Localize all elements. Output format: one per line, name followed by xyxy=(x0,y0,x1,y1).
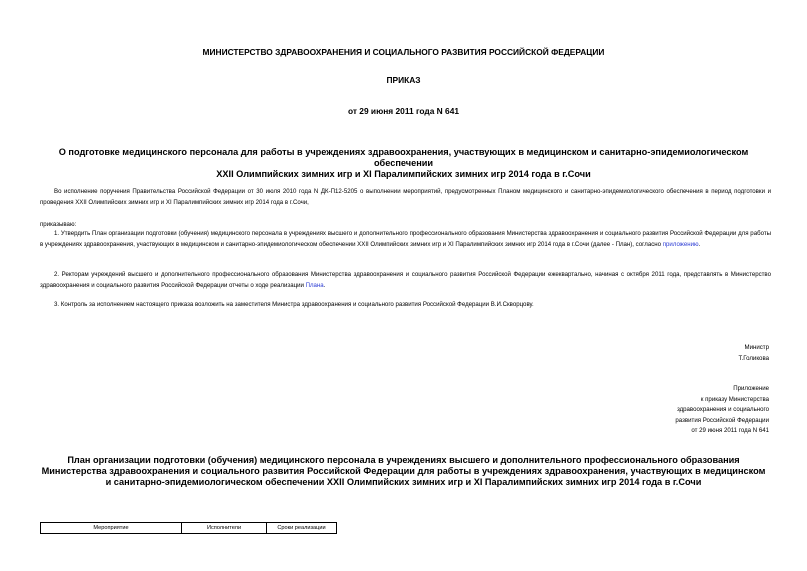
order-item-1-text: 1. Утвердить План организации подготовки (обучения) медицинского персонала в учреждениях высшего и дополнительного профессионального образования Министерства здравоохранения и социального развития Российской Федерации для работы в учреждениях здравоохранения, участвующих в медицинском и санитарно-эпидемиологическом обеспечении XXII Олимпийских зимних игр и XI Паралимпийских зимних игр 2014 года в г.Сочи (далее - План), согласно xyxy=(40,230,771,248)
appendix-line: к приказу Министерства xyxy=(700,395,769,403)
document-title-line-2: XXII Олимпийских зимних игр и XI Паралимпийских зимних игр 2014 года в г.Сочи xyxy=(216,169,591,179)
document-date-number: от 29 июня 2011 года N 641 xyxy=(347,106,460,116)
appendix-block xyxy=(600,384,769,437)
appendix-line: Приложение xyxy=(733,385,769,392)
order-word: приказываю: xyxy=(40,221,77,228)
signature-name: Т.Голикова xyxy=(738,354,769,362)
preamble-paragraph: Во исполнение поручения Правительства Российской Федерации от 30 июля 2010 года N ДК-П12-5205 о выполнении мероприятий, предусмотренных Планом медицинского и санитарно-эпидемиологического обеспечения в период подготовки и проведения XXII Олимпийских зимних игр и XI Паралимпийских зимних игр 2014 года в г.Сочи, xyxy=(40,188,771,206)
column-header-activity: Мероприятие xyxy=(41,523,182,534)
order-item-1: 1. Утвердить План организации подготовки (обучения) медицинского персонала в учреждениях высшего и дополнительного профессионального образования Министерства здравоохранения и социального развития Российской Федерации для работы в учреждениях здравоохранения, участвующих в медицинском и санитарно-эпидемиологическом обеспечении XXII Олимпийских зимних игр и XI Паралимпийских зимних игр 2014 года в г.Сочи (далее - План), согласно приложению. xyxy=(40,230,771,248)
document-type: ПРИКАЗ xyxy=(386,75,421,85)
column-header-deadlines: Сроки реализации xyxy=(267,523,337,534)
document-title-line-1: О подготовке медицинского персонала для работы в учреждениях здравоохранения, участвующих в медицинском и санитарно-эпидемиологическом обеспечении xyxy=(58,147,749,168)
table-header-row xyxy=(41,523,337,534)
order-item-2-text: 2. Ректорам учреждений высшего и дополнительного профессионального образования Министерства здравоохранения и социального развития Российской Федерации ежеквартально, начиная с октября 2011 года, представлять в Министерство здравоохранения и социального развития Российской Федерации отчеты о ходе реализации xyxy=(40,271,771,289)
plan-table xyxy=(40,522,337,534)
column-header-executors: Исполнители xyxy=(182,523,267,534)
order-item-2: 2. Ректорам учреждений высшего и дополнительного профессионального образования Министерства здравоохранения и социального развития Российской Федерации ежеквартально, начиная с октября 2011 года, представлять в Министерство здравоохранения и социального развития Российской Федерации отчеты о ходе реализации Плана. xyxy=(40,271,771,289)
appendix-line: здравоохранения и социального xyxy=(676,406,769,414)
appendix-link[interactable]: приложению xyxy=(662,241,699,248)
signature-position: Министр xyxy=(744,344,769,351)
appendix-line: развития Российской Федерации xyxy=(675,416,769,424)
plan-title: План организации подготовки (обучения) медицинского персонала в учреждениях высшего и дополнительного профессионального образования Министерства здравоохранения и социального развития Российской Федерации для работы в учреждениях здравоохранения, участвующих в медицинском и санитарно-эпидемиологическом обеспечении XXII Олимпийских зимних игр и XI Паралимпийских зимних игр 2014 года в г.Сочи xyxy=(41,455,766,487)
signature-block xyxy=(569,343,769,364)
appendix-line: от 29 июня 2011 года N 641 xyxy=(691,427,769,435)
ministry-heading: МИНИСТЕРСТВО ЗДРАВООХРАНЕНИЯ И СОЦИАЛЬНОГО РАЗВИТИЯ РОССИЙСКОЙ ФЕДЕРАЦИИ xyxy=(202,47,605,57)
order-item-3: 3. Контроль за исполнением настоящего приказа возложить на заместителя Министра здравоохранения и социального развития Российской Федерации В.И.Скворцову. xyxy=(54,301,534,308)
document-title xyxy=(40,147,767,180)
plan-link[interactable]: Плана xyxy=(305,282,324,289)
